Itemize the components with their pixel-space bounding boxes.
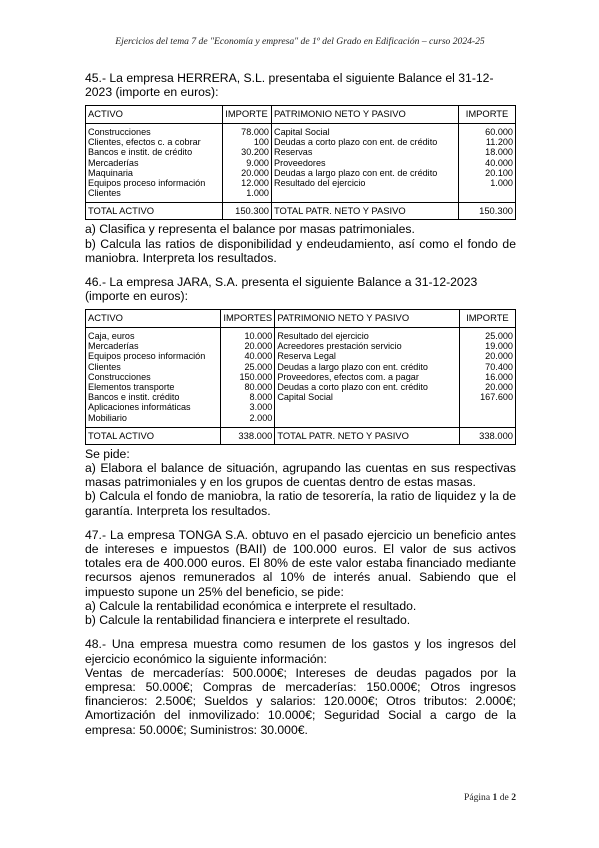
exercise-47-question-b: b) Calcule la rentabilidad financiera e interprete el resultado. (85, 613, 411, 628)
pasivo-item: Proveedores (274, 157, 326, 168)
exercise-48-text: 48.- Una empresa muestra como resumen de los gastos y los ingresos del ejercicio económico la siguiente información: (85, 637, 516, 666)
exercise-46-question-a: a) Elabora el balance de situación, agrupando las cuentas en sus respectivas masas patrimoniales y en los grupos de cuentas dentro de estas masas. (85, 461, 516, 490)
activo-item: Clientes, efectos c. a cobrar (88, 137, 201, 148)
activo-value: 10.000 (244, 331, 273, 342)
footer-page-number: 1 (492, 792, 498, 803)
activo-item: Mobiliario (88, 412, 127, 423)
activo-item: Construcciones (88, 371, 151, 382)
exercise-46-intro: Se pide: (85, 446, 130, 461)
pasivo-value: 18.000 (485, 147, 513, 158)
activo-item: Clientes (88, 361, 121, 372)
header-importe-activo: IMPORTE (223, 106, 272, 124)
pasivo-item: Deudas a largo plazo con ent. crédito (277, 361, 428, 372)
table-header-row (86, 310, 516, 328)
activo-values (223, 124, 272, 203)
total-pasivo-value: 338.000 (459, 427, 515, 444)
activo-value: 78.000 (241, 127, 269, 137)
pasivo-item: Resultado del ejercicio (274, 178, 366, 189)
activo-value: 30.200 (241, 147, 269, 158)
pasivo-value: 20.000 (485, 351, 513, 362)
total-pasivo-label: TOTAL PATR. NETO Y PASIVO (275, 427, 460, 444)
activo-value: 12.000 (241, 178, 269, 189)
activo-value: 80.000 (244, 382, 273, 393)
activo-value: 8.000 (249, 392, 273, 403)
footer-of: de (499, 792, 509, 803)
header-activo: ACTIVO (86, 310, 221, 328)
activo-item: Equipos proceso información (88, 178, 206, 189)
activo-value: 150.000 (239, 371, 273, 382)
activo-values (221, 328, 275, 428)
activo-item: Construcciones (88, 127, 151, 137)
pasivo-item: Capital Social (274, 127, 330, 137)
header-importe-pasivo: IMPORTE (459, 310, 515, 328)
total-activo-value: 150.300 (223, 203, 272, 220)
pasivo-value: 20.000 (485, 382, 513, 393)
page-footer (464, 792, 516, 803)
pasivo-value: 16.000 (485, 371, 513, 382)
pasivo-value: 40.000 (485, 157, 513, 168)
table-total-row (86, 427, 516, 444)
activo-item: Equipos proceso información (88, 351, 206, 362)
activo-value: 9.000 (246, 157, 269, 168)
pasivo-value: 19.000 (485, 341, 513, 352)
header-pasivo: PATRIMONIO NETO Y PASIVO (272, 106, 459, 124)
total-activo-label: TOTAL ACTIVO (86, 427, 221, 444)
page-content (85, 71, 516, 737)
table-header-row (86, 106, 516, 124)
exercise-45-question-b: b) Calcula las ratios de disponibilidad y endeudamiento, así como el fondo de maniobra. Interpreta los resultados. (85, 236, 516, 265)
activo-item: Aplicaciones informáticas (88, 402, 191, 413)
activo-item: Bancos e instit. crédito (88, 392, 180, 403)
table-total-row (86, 203, 516, 220)
pasivo-item: Reserva Legal (277, 351, 336, 362)
pasivo-values (459, 124, 516, 203)
pasivo-value: 167.600 (480, 392, 513, 403)
pasivo-item: Deudas a largo plazo con ent. de crédito (274, 167, 438, 178)
activo-item: Clientes (88, 188, 121, 199)
pasivo-names (275, 328, 460, 428)
exercise-46-title: 46.- La empresa JARA, S.A. presenta el siguiente Balance a 31-12-2023 (importe en euros): (85, 275, 478, 304)
pasivo-item: Capital Social (277, 392, 333, 403)
pasivo-item: Acreedores prestación servicio (277, 341, 402, 352)
pasivo-value: 1.000 (490, 178, 513, 189)
pasivo-values (459, 328, 515, 428)
activo-value: 1.000 (246, 188, 269, 199)
header-pasivo: PATRIMONIO NETO Y PASIVO (275, 310, 460, 328)
activo-item: Caja, euros (88, 331, 135, 342)
table-body-row (86, 124, 516, 203)
table-body-row (86, 328, 516, 428)
pasivo-names (272, 124, 459, 203)
pasivo-value: 11.200 (485, 137, 513, 148)
activo-value: 2.000 (249, 412, 273, 423)
pasivo-value: 60.000 (485, 127, 513, 137)
page-header: Ejercicios del tema 7 de "Economía y empresa" de 1º del Grado en Edificación – curso 2024-25 (115, 36, 485, 47)
activo-item: Elementos transporte (88, 382, 175, 393)
activo-value: 100 (253, 137, 269, 148)
activo-item: Maquinaria (88, 167, 133, 178)
pasivo-item: Deudas a corto plazo con ent. crédito (277, 382, 428, 393)
footer-total-pages: 2 (511, 792, 516, 803)
header-importe-pasivo: IMPORTE (459, 106, 516, 124)
activo-value: 40.000 (244, 351, 273, 362)
footer-label: Página (464, 792, 491, 803)
pasivo-item: Resultado del ejercicio (277, 331, 369, 342)
pasivo-value: 70.400 (485, 361, 513, 372)
exercise-45-title: 45.- La empresa HERRERA, S.L. presentaba el siguiente Balance el 31-12-2023 (importe en euros): (85, 71, 494, 99)
activo-value: 25.000 (244, 361, 273, 372)
total-activo-label: TOTAL ACTIVO (86, 203, 223, 220)
exercise-45-question-a: a) Clasifica y representa el balance por masas patrimoniales. (85, 222, 415, 237)
activo-value: 20.000 (244, 341, 273, 352)
header-importe-activo: IMPORTES (221, 310, 275, 328)
exercise-48-detail: Ventas de mercaderías: 500.000€; Intereses de deudas pagados por la empresa: 50.000€; Compras de mercaderías: 150.000€; Otros ingresos financieros: 2.500€; Sueldos y salarios: 120.000€; Otros tributos: 2.000€; Amortización del inmovilizado: 10.000€; Seguridad Social a cargo de la empresa: 50.000€; Suministros: 30.000€. (85, 665, 516, 737)
total-activo-value: 338.000 (221, 427, 275, 444)
header-activo: ACTIVO (86, 106, 223, 124)
activo-item: Mercaderías (88, 341, 139, 352)
total-pasivo-value: 150.300 (459, 203, 516, 220)
exercise-47-text: 47.- La empresa TONGA S.A. obtuvo en el pasado ejercicio un beneficio antes de intereses e impuestos (BAII) de 100.000 euros. El valor de sus activos totales era de 400.000 euros. El 80% de este valor estaba financiado mediante recursos ajenos remunerados al 10% de interés anual. Sabiendo que el impuesto supone un 25% del beneficio, se pide: (85, 527, 516, 599)
activo-item: Bancos e instit. de crédito (88, 147, 193, 158)
activo-item: Mercaderías (88, 157, 139, 168)
balance-table-46 (85, 309, 516, 445)
activo-value: 20.000 (241, 167, 269, 178)
activo-names (86, 124, 223, 203)
activo-value: 3.000 (249, 402, 273, 413)
pasivo-item: Proveedores, efectos com. a pagar (277, 371, 419, 382)
pasivo-value: 20.100 (485, 167, 513, 178)
exercise-47-question-a: a) Calcule la rentabilidad económica e interprete el resultado. (85, 598, 417, 613)
pasivo-value: 25.000 (485, 331, 513, 342)
balance-table-45 (85, 105, 516, 220)
pasivo-item: Deudas a corto plazo con ent. de crédito (274, 137, 438, 148)
exercise-46-question-b: b) Calcula el fondo de maniobra, la ratio de tesorería, la ratio de liquidez y la de garantía. Interpreta los resultados. (85, 489, 516, 518)
activo-names (86, 328, 221, 428)
pasivo-item: Reservas (274, 147, 313, 158)
total-pasivo-label: TOTAL PATR. NETO Y PASIVO (272, 203, 459, 220)
